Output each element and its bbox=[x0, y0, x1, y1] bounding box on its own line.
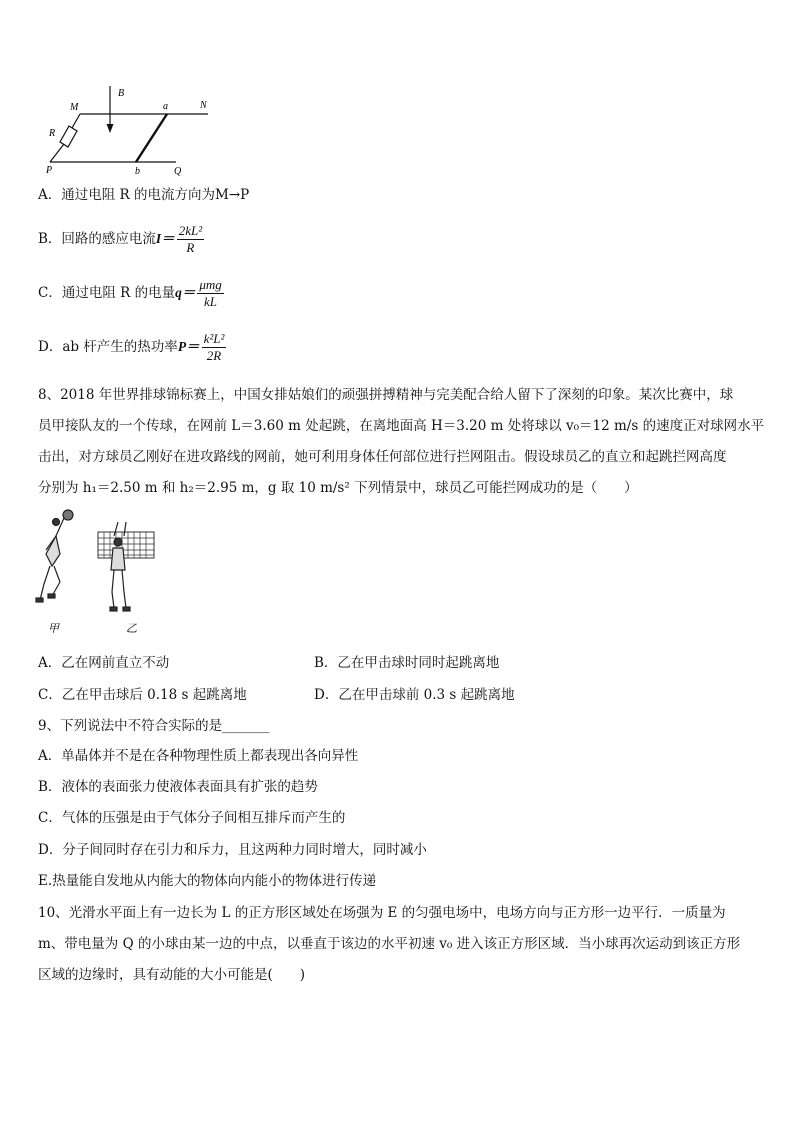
volleyball-net-icon bbox=[98, 532, 154, 558]
q10-stem-line-2: m、带电量为 Q 的小球由某一边的中点，以垂直于该边的水平初速 v₀ 进入该正方形区域．当小球再次运动到该正方形 bbox=[38, 936, 741, 952]
q7-option-d-text: D．ab 杆产生的热功率 bbox=[38, 339, 178, 355]
label-N: N bbox=[200, 100, 207, 111]
label-P: P bbox=[46, 165, 53, 176]
rail-circuit-figure bbox=[38, 84, 228, 179]
q7-option-c-denominator: kL bbox=[204, 294, 218, 309]
player-yi-icon bbox=[110, 522, 130, 611]
q8-stem-line-1: 8、2018 年世界排球锦标赛上，中国女排姑娘们的顽强拼搏精神与完美配合给人留下了深刻的印象。某次比赛中，球 bbox=[38, 387, 734, 403]
q7-option-b-numerator: 2kL² bbox=[178, 223, 203, 238]
q8-option-d: D．乙在甲击球前 0.3 s 起跳离地 bbox=[314, 687, 515, 703]
label-B: B bbox=[118, 88, 125, 99]
q8-stem-line-3: 击出，对方球员乙刚好在进攻路线的网前，她可利用身体任何部位进行拦网阻击。假设球员乙的直立和起跳拦网高度 bbox=[38, 449, 727, 465]
q7-option-c-numerator: μmg bbox=[199, 277, 222, 292]
q7-option-d-fraction bbox=[202, 331, 227, 364]
q9-option-c: C．气体的压强是由于气体分子间相互排斥而产生的 bbox=[38, 810, 346, 826]
q7-option-d-var: P＝ bbox=[177, 339, 200, 354]
label-yi: 乙 bbox=[126, 623, 137, 635]
q10-stem-line-3: 区域的边缘时，具有动能的大小可能是( ) bbox=[38, 967, 306, 983]
q8-option-b: B．乙在甲击球时同时起跳离地 bbox=[314, 655, 500, 671]
q7-option-b-text: B．回路的感应电流 bbox=[38, 231, 156, 247]
q9-option-b: B．液体的表面张力使液体表面具有扩张的趋势 bbox=[38, 779, 318, 795]
player-jia-icon bbox=[36, 510, 73, 602]
q8-option-a: A．乙在网前直立不动 bbox=[38, 655, 170, 671]
q7-option-c bbox=[38, 277, 224, 310]
q9-option-d: D．分子间同时存在引力和斥力，且这两种力同时增大，同时减小 bbox=[38, 842, 427, 858]
q8-option-c: C．乙在甲击球后 0.18 s 起跳离地 bbox=[38, 687, 247, 703]
label-jia: 甲 bbox=[48, 623, 59, 635]
label-R: R bbox=[49, 128, 56, 139]
label-M: M bbox=[70, 102, 79, 113]
q7-option-a: A．通过电阻 R 的电流方向为M→P bbox=[38, 187, 250, 203]
q7-option-b-var: I＝ bbox=[155, 231, 175, 246]
q8-stem-line-4: 分别为 h₁＝2.50 m 和 h₂＝2.95 m，g 取 10 m/s² 下列情景中，球员乙可能拦网成功的是（ ） bbox=[38, 480, 638, 496]
q9-option-e: E.热量能自发地从内能大的物体向内能小的物体进行传递 bbox=[38, 873, 377, 889]
q7-option-c-var: q＝ bbox=[175, 285, 196, 300]
q7-option-b-fraction bbox=[177, 223, 204, 256]
q7-option-c-fraction bbox=[197, 277, 223, 310]
q10-stem-line-1: 10、光滑水平面上有一边长为 L 的正方形区域处在场强为 E 的匀强电场中，电场方向与正方形一边平行．一质量为 bbox=[38, 905, 726, 921]
volleyball-players-figure bbox=[30, 508, 170, 640]
label-a: a bbox=[163, 101, 168, 112]
label-Q: Q bbox=[174, 166, 182, 177]
q7-option-b-denominator: R bbox=[186, 240, 195, 255]
q7-option-c-text: C．通过电阻 R 的电量 bbox=[38, 285, 176, 301]
q7-option-b bbox=[38, 223, 204, 256]
q9-option-a: A．单晶体并不是在各种物理性质上都表现出各向异性 bbox=[38, 748, 359, 764]
q7-option-d-numerator: k²L² bbox=[203, 331, 225, 346]
q7-option-d bbox=[38, 331, 226, 364]
label-b: b bbox=[135, 166, 140, 177]
q8-stem-line-2: 员甲接队友的一个传球，在网前 L＝3.60 m 处起跳，在离地面高 H＝3.20 m 处将球以 v₀＝12 m/s 的速度正对球网水平 bbox=[38, 418, 765, 434]
q7-option-d-denominator: 2R bbox=[206, 348, 222, 363]
q9-stem: 9、下列说法中不符合实际的是_______ bbox=[38, 718, 270, 734]
